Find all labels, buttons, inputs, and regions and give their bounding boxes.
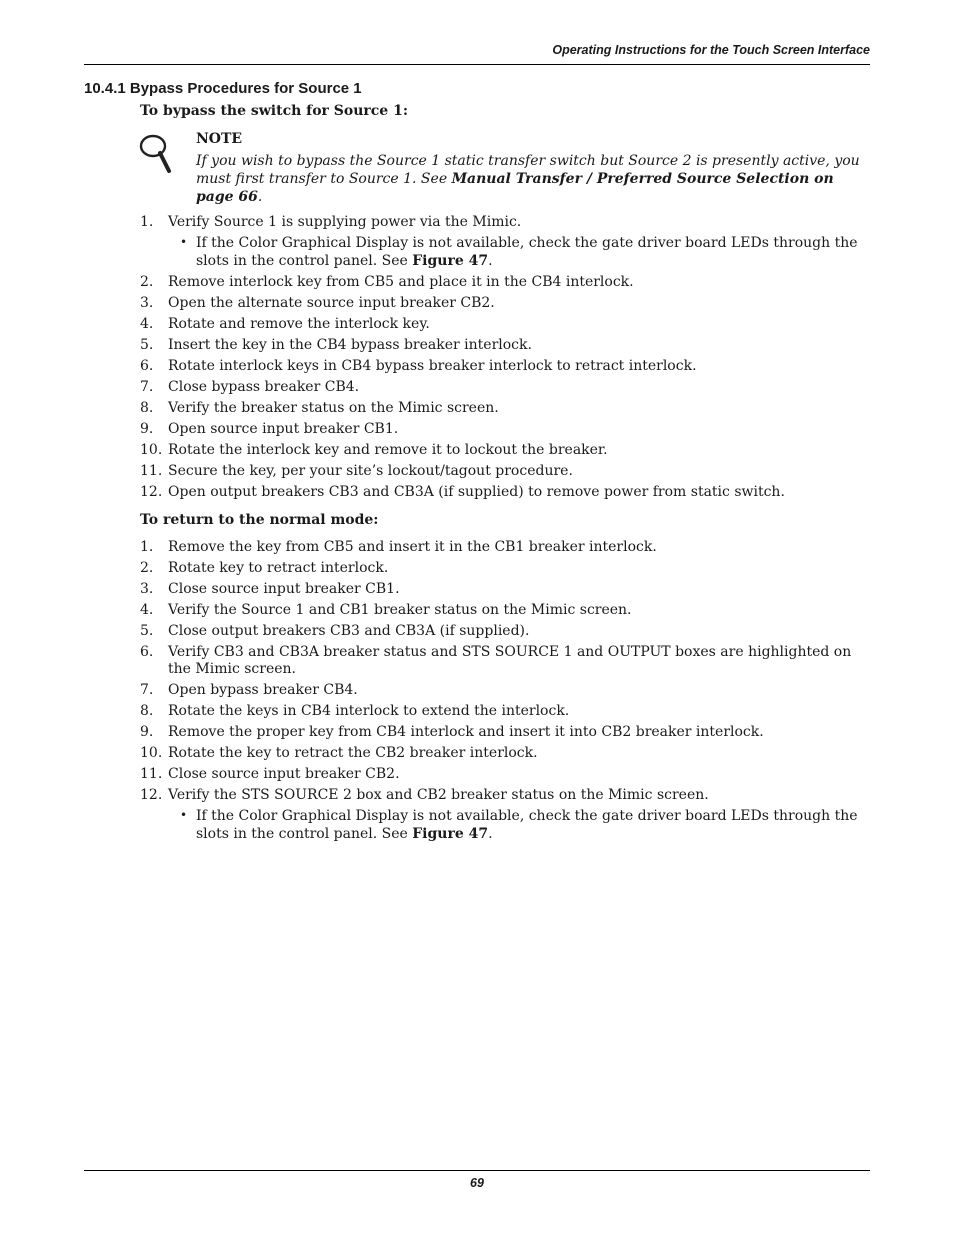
step-text: Rotate the keys in CB4 interlock to extend the interlock. — [168, 703, 570, 719]
step-number: 6. — [140, 358, 154, 374]
step-number: 4. — [140, 316, 154, 332]
list-item — [0, 682, 868, 699]
list-item — [0, 379, 868, 396]
step-text: Open the alternate source input breaker CB2. — [168, 295, 495, 311]
list-item — [0, 724, 868, 741]
step-number: 1. — [140, 539, 154, 555]
note-text-end: . — [257, 189, 263, 205]
step-text: Secure the key, per your site’s lockout/tagout procedure. — [168, 463, 573, 479]
list-item — [0, 463, 868, 480]
step-number: 1. — [140, 214, 154, 230]
bullet-end: . — [488, 826, 493, 842]
list-item — [0, 295, 868, 312]
step-text: Rotate interlock keys in CB4 bypass breaker interlock to retract interlock. — [168, 358, 697, 374]
step-text: Rotate and remove the interlock key. — [168, 316, 430, 332]
step-text: Close output breakers CB3 and CB3A (if supplied). — [168, 623, 530, 639]
step-text: Remove the key from CB5 and insert it in the CB1 breaker interlock. — [168, 539, 657, 555]
step-number: 5. — [140, 623, 154, 639]
section-heading: 10.4.1 Bypass Procedures for Source 1 — [84, 80, 362, 97]
note-text: If you wish to bypass the Source 1 static transfer switch but Source 2 is presently active, you must first transfer to Source 1. See — [196, 153, 860, 187]
step-text: Close source input breaker CB1. — [168, 581, 400, 597]
running-header: Operating Instructions for the Touch Screen Interface — [552, 43, 870, 57]
list-item — [0, 274, 868, 291]
figure-reference[interactable]: Figure 47 — [412, 826, 489, 842]
step-number: 7. — [140, 379, 154, 395]
list-item — [0, 358, 868, 375]
step-text: Rotate the interlock key and remove it to lockout the breaker. — [168, 442, 608, 458]
step-number: 9. — [140, 421, 154, 437]
bullet-end: . — [488, 253, 493, 269]
step-number: 11. — [140, 766, 163, 782]
step-text: Verify CB3 and CB3A breaker status and STS SOURCE 1 and OUTPUT boxes are highlighted on the Mimic screen. — [168, 644, 852, 677]
step-text: Open output breakers CB3 and CB3A (if supplied) to remove power from static switch. — [168, 484, 785, 500]
step-text: Verify the Source 1 and CB1 breaker status on the Mimic screen. — [168, 602, 632, 618]
list-item — [0, 602, 868, 619]
bullet-text: If the Color Graphical Display is not available, check the gate driver board LEDs through the slots in the control panel. See — [196, 808, 858, 842]
step-number: 11. — [140, 463, 163, 479]
figure-reference[interactable]: Figure 47 — [412, 253, 489, 269]
list-item — [0, 560, 868, 577]
list-item — [0, 484, 868, 501]
step-text: Close bypass breaker CB4. — [168, 379, 360, 395]
return-subheading: To return to the normal mode: — [140, 512, 379, 528]
list-item — [0, 581, 868, 598]
return-steps-list — [0, 539, 868, 847]
magnifier-icon — [138, 133, 174, 175]
step-text: Close source input breaker CB2. — [168, 766, 400, 782]
step-text: Rotate the key to retract the CB2 breaker interlock. — [168, 745, 538, 761]
step-number: 4. — [140, 602, 154, 618]
bullet-icon: • — [180, 235, 188, 249]
note-title: NOTE — [196, 131, 243, 147]
step-bullet — [168, 807, 868, 843]
step-text: Verify the breaker status on the Mimic screen. — [168, 400, 499, 416]
step-number: 3. — [140, 295, 154, 311]
step-number: 10. — [140, 745, 163, 761]
step-text: Open bypass breaker CB4. — [168, 682, 358, 698]
list-item — [0, 214, 868, 270]
bullet-text: If the Color Graphical Display is not available, check the gate driver board LEDs through the slots in the control panel. See — [196, 235, 858, 269]
bullet-icon: • — [180, 808, 188, 822]
footer-rule — [84, 1170, 870, 1171]
step-number: 2. — [140, 560, 154, 576]
list-item — [0, 623, 868, 640]
step-number: 5. — [140, 337, 154, 353]
page-number: 69 — [470, 1176, 484, 1190]
note-link[interactable]: Manual Transfer / Preferred Source Selection on page 66 — [196, 171, 834, 205]
list-item — [0, 745, 868, 762]
list-item — [0, 703, 868, 720]
note-body — [196, 152, 866, 206]
list-item — [0, 337, 868, 354]
step-number: 8. — [140, 400, 154, 416]
step-number: 8. — [140, 703, 154, 719]
step-number: 12. — [140, 484, 163, 500]
step-number: 10. — [140, 442, 163, 458]
step-text: Verify the STS SOURCE 2 box and CB2 breaker status on the Mimic screen. — [168, 787, 709, 803]
step-number: 7. — [140, 682, 154, 698]
step-bullet — [168, 234, 868, 270]
bypass-steps-list — [0, 214, 868, 505]
list-item — [0, 766, 868, 783]
step-number: 6. — [140, 644, 154, 660]
bypass-subheading: To bypass the switch for Source 1: — [140, 103, 408, 119]
list-item — [0, 539, 868, 556]
step-text: Remove interlock key from CB5 and place it in the CB4 interlock. — [168, 274, 634, 290]
step-number: 12. — [140, 787, 163, 803]
list-item — [0, 316, 868, 333]
step-number: 9. — [140, 724, 154, 740]
list-item — [0, 644, 868, 678]
step-number: 3. — [140, 581, 154, 597]
step-text: Remove the proper key from CB4 interlock and insert it into CB2 breaker interlock. — [168, 724, 764, 740]
list-item — [0, 400, 868, 417]
list-item — [0, 787, 868, 843]
header-rule — [84, 64, 870, 65]
step-text: Open source input breaker CB1. — [168, 421, 399, 437]
list-item — [0, 442, 868, 459]
step-number: 2. — [140, 274, 154, 290]
step-text: Rotate key to retract interlock. — [168, 560, 389, 576]
list-item — [0, 421, 868, 438]
step-text: Insert the key in the CB4 bypass breaker interlock. — [168, 337, 532, 353]
step-text: Verify Source 1 is supplying power via the Mimic. — [168, 214, 522, 230]
